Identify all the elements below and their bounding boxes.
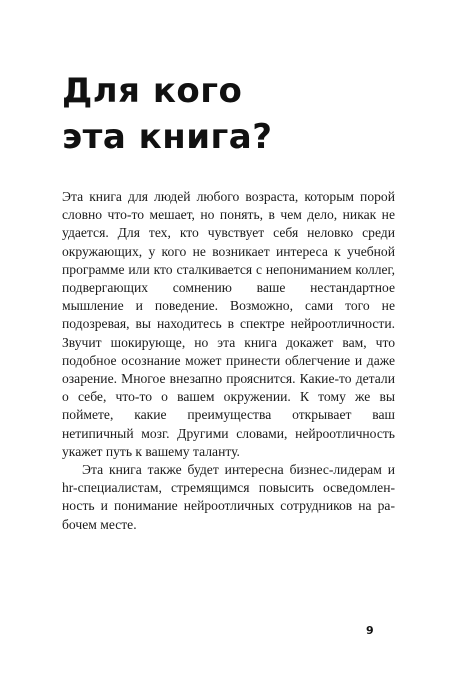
chapter-heading <box>62 68 422 160</box>
heading-line-1: Для кого <box>62 71 243 111</box>
paragraph-2: Эта книга также будет интересна бизнес-лидерам и hr-специалистам, стремящимся повысить осведомленность и понимание нейроотличных сотрудников на рабочем месте. <box>62 462 395 532</box>
heading-line-2: эта книга? <box>62 117 273 157</box>
paragraph-1: Эта книга для людей любого возраста, которым порой словно что-то мешает, но понять, в чем дело, никак не удается. Для тех, кто чувствует себя неловко среди окружающих, у кого не возникает интереса к учебной программе или кто сталкивается с непониманием коллег, подвергающих сомнению ваше нестандартное мышление и поведение. Возможно, сами того не подозревая, вы находитесь в спектре нейроотличности. Звучит шокирующе, но эта книга докажет вам, что подобное осознание может принести облегчение и даже озарение. Многое внезапно прояснится. Какие-то детали о себе, что-то о вашем окружении. К тому же вы поймете, какие преимущества открывает ваш нетипичный мозг. Другими словами, нейроотличность укажет путь к вашему таланту. <box>62 189 395 459</box>
body-text <box>62 188 395 534</box>
page-number: 9 <box>366 624 374 637</box>
